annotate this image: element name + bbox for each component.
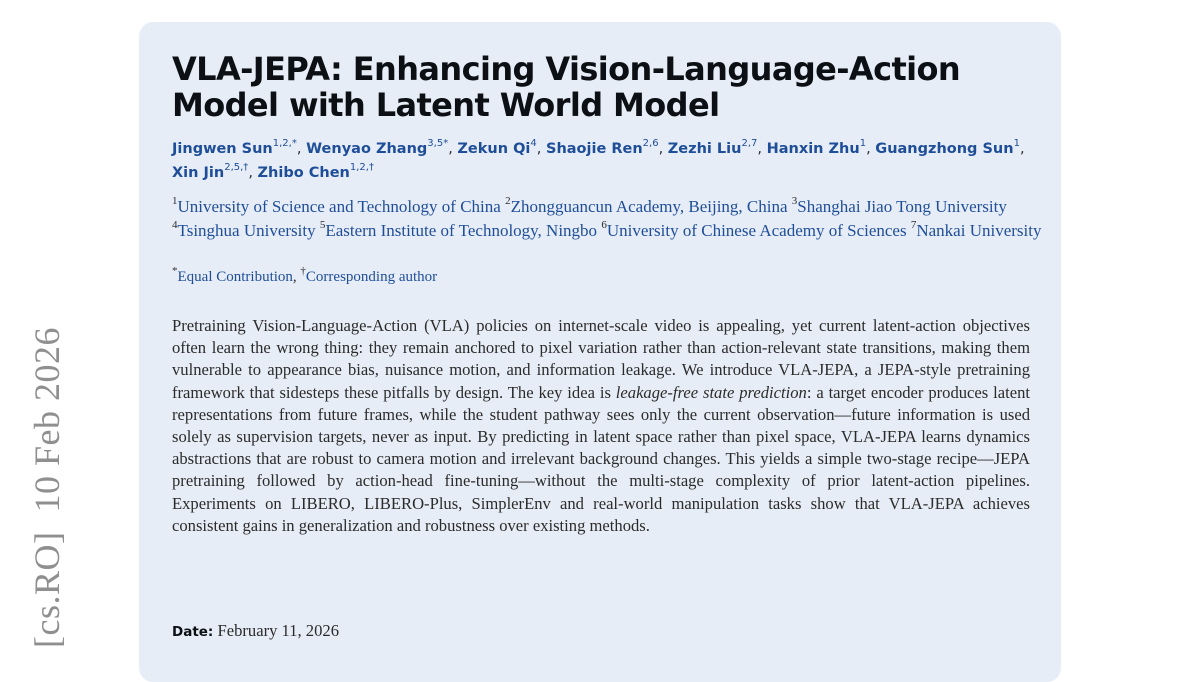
author-name[interactable]: Xin Jin — [172, 165, 225, 181]
author-name[interactable]: Zhibo Chen — [257, 165, 350, 181]
author-name[interactable]: Jingwen Sun — [172, 141, 273, 157]
abstract-text: Pretraining Vision-Language-Action (VLA) policies on internet-scale video is appealing, yet current latent-action objectives often learn the wrong thing: they remain anchored to pixel variation rather than action-relevant state transitions, making them vulnerable to appearance bias, nuisance motion, and information leakage. We introduce VLA-JEPA, a JEPA-style pretraining framework that sidesteps these pitfalls by design. The key idea is — [172, 316, 1030, 402]
author-marks: 2,6 — [642, 138, 659, 150]
affiliation-list — [172, 195, 1042, 242]
abstract-text: : a target encoder produces latent representations from future frames, while the student pathway sees only the current observation—future information is used solely as supervision targets, never as input. By predicting in latent space rather than pixel space, VLA-JEPA learns dynamics abstractions that are robust to camera motion and irrelevant background changes. This yields a simple two-stage recipe—JEPA pretraining followed by action-head fine-tuning—without the multi-stage complexity of prior latent-action pipelines. Experiments on LIBERO, LIBERO-Plus, SimplerEnv and real-world manipulation tasks show that VLA-JEPA achieves consistent gains in generalization and robustness over existing methods. — [172, 382, 1030, 535]
author-name[interactable]: Hanxin Zhu — [766, 141, 860, 157]
affiliation-name: Zhongguancun Academy, Beijing, China — [510, 197, 788, 216]
author-marks: 3,5* — [427, 138, 449, 150]
arxiv-side-stamp: [cs.RO] 10 Feb 2026 — [27, 327, 67, 648]
author-marks: 1 — [859, 138, 867, 150]
contribution-notes: *Equal Contribution, †Corresponding author — [172, 265, 438, 285]
contribution-text: Corresponding author — [305, 269, 438, 285]
abstract-emphasis: leakage-free state prediction — [615, 382, 807, 402]
contribution-mark: * — [172, 265, 178, 277]
author-list: Jingwen Sun$^{1,2,*}$, Wenyao Zhang$^{3,5*}$, Zekun Qi$^4$, Shaojie Ren$^{2,6}$, Zezhi Liu$^{2,7}$, Hanxin Zhu$^1$, Guangzhong Sun$^1$, Xin Jin$^{2,5,\dagger}$, Zhibo Chen$^{1,2,\dagger}$ — [172, 138, 1025, 181]
publication-date — [172, 620, 1042, 643]
author-marks: 4 — [530, 138, 537, 150]
affiliation-name: University of Science and Technology of China — [177, 197, 501, 216]
author-name[interactable]: Shaojie Ren — [546, 141, 643, 157]
author-marks: 1 — [1013, 138, 1020, 150]
affiliation-name: Tsinghua University — [177, 220, 316, 240]
affiliation-mark: 1 — [172, 195, 178, 208]
author-name[interactable]: Wenyao Zhang — [306, 141, 428, 157]
author-marks: 1,2,† — [349, 162, 374, 174]
author-marks: 2,5,† — [224, 162, 249, 174]
paper-title: VLA-JEPA: Enhancing Vision-Language-Action Model with Latent World Model — [172, 50, 961, 124]
date-label: Date: — [172, 624, 214, 640]
affiliation-name: University of Chinese Academy of Sciences — [606, 220, 907, 240]
author-marks: 2,7 — [741, 138, 758, 150]
contribution-mark: † — [300, 265, 306, 277]
affiliation-mark: 3 — [791, 195, 798, 208]
affiliation-mark: 4 — [172, 218, 178, 231]
affiliation-name: Shanghai Jiao Tong University — [797, 197, 1007, 216]
date-value: February 11, 2026 — [217, 621, 339, 640]
affiliation-mark: 6 — [601, 218, 607, 231]
affiliation-mark: 2 — [505, 195, 511, 208]
author-marks: 1,2,* — [272, 138, 297, 150]
author-name[interactable]: Zekun Qi — [457, 141, 531, 157]
author-name[interactable]: Zezhi Liu — [667, 141, 742, 157]
abstract — [172, 315, 1030, 537]
author-name[interactable]: Guangzhong Sun — [875, 141, 1014, 157]
affiliation-mark: 5 — [319, 218, 326, 231]
contribution-text: Equal Contribution — [177, 269, 293, 285]
affiliation-name: Eastern Institute of Technology, Ningbo — [325, 220, 598, 240]
affiliation-mark: 7 — [910, 218, 917, 231]
affiliation-name: Nankai University — [916, 220, 1042, 240]
